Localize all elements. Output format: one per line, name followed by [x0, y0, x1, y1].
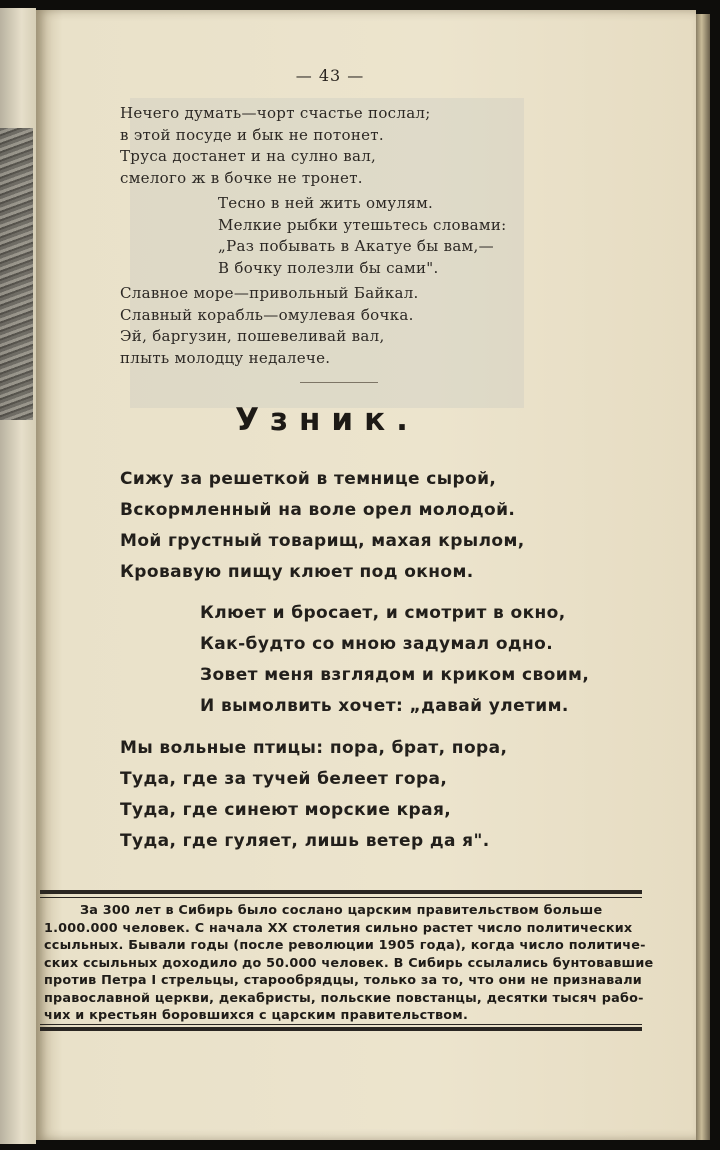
- poem-line: Туда, где синеют морские края,: [120, 800, 452, 820]
- poem-line: Нечего думать—чорт счастье послал;: [120, 104, 431, 122]
- poem-line: Мелкие рыбки утешьтесь словами:: [218, 215, 507, 234]
- page-number: — 43 —: [295, 66, 365, 85]
- poem-line: И вымолвить хочет: „давай улетим.: [200, 696, 569, 716]
- note-top-rule-thin: [40, 897, 642, 898]
- poem-line: Труса достанет и на сулно вал,: [120, 147, 377, 165]
- poem-line: Мой грустный товарищ, махая крылом,: [120, 531, 525, 551]
- poem-line: Эй, баргузин, пошевеливай вал,: [120, 327, 385, 345]
- poem-line: Туда, где гуляет, лишь ветер да я".: [120, 831, 490, 851]
- poem-line: Туда, где за тучей белеет гора,: [120, 769, 448, 789]
- poem-line: В бочку полезли бы сами".: [218, 258, 439, 277]
- poem-line: Сижу за решеткой в темнице сырой,: [120, 469, 497, 489]
- poem-line: Кровавую пищу клюет под окном.: [120, 562, 474, 582]
- poem-line: „Раз побывать в Акатуе бы вам,—: [218, 237, 494, 255]
- footnote-line: против Петра I стрельцы, старообрядцы, только за то, что они не признавали: [44, 973, 642, 988]
- poem-line: Зовет меня взглядом и криком своим,: [200, 665, 590, 685]
- poem-title: Узник.: [235, 402, 419, 438]
- poem-line: в этой посуде и бык не потонет.: [120, 125, 384, 144]
- note-bottom-rule-thin: [40, 1024, 642, 1025]
- main-poem-stanza-3: [120, 733, 507, 857]
- poem-line: смелого ж в бочке не тронет.: [120, 168, 363, 187]
- footnote-line: 1.000.000 человек. С начала XX столетия сильно растет число политических: [44, 920, 633, 936]
- poem-line: Тесно в ней жить омулям.: [218, 194, 434, 212]
- facing-page-photo: [0, 128, 33, 420]
- main-poem-stanza-1: [120, 464, 525, 588]
- poem-line: плыть молодцу недалече.: [120, 348, 331, 367]
- note-bottom-rule: [40, 1027, 642, 1031]
- note-top-rule: [40, 890, 642, 894]
- poem-line: Вскормленный на воле орел молодой.: [120, 500, 516, 520]
- top-poem-stanza-2: [218, 193, 506, 279]
- poem-line: Клюет и бросает, и смотрит в окно,: [200, 603, 566, 623]
- footnote-line: ссыльных. Бывали годы (после революции 1905 года), когда число политиче-: [44, 938, 646, 953]
- poem-line: Славное море—привольный Байкал.: [120, 284, 419, 302]
- section-divider: [300, 382, 378, 383]
- poem-line: Как-будто со мною задумал одно.: [200, 634, 554, 654]
- footnote-line: За 300 лет в Сибирь было сослано царским правительством больше: [80, 903, 603, 918]
- poem-line: Мы вольные птицы: пора, брат, пора,: [120, 738, 508, 758]
- top-poem-stanza-3: [120, 283, 419, 369]
- footnote-block: [44, 902, 654, 1025]
- footnote-line: ских ссыльных доходило до 50.000 человек. В Сибирь ссылались бунтовавшие: [44, 955, 654, 971]
- main-poem-stanza-2: [200, 598, 589, 722]
- poem-line: Славный корабль—омулевая бочка.: [120, 305, 414, 324]
- footnote-line: чих и крестьян боровшихся с царским правительством.: [44, 1008, 469, 1023]
- page-stack-edge: [696, 14, 710, 1140]
- footnote-line: православной церкви, декабристы, польские повстанцы, десятки тысяч рабо-: [44, 990, 644, 1006]
- top-poem-stanza-1: [120, 103, 431, 189]
